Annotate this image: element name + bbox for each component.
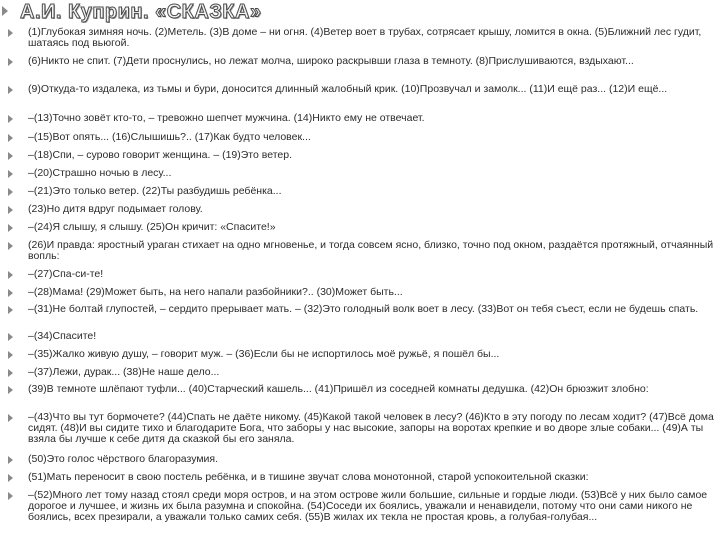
paragraph-text: –(18)Спи, – сурово говорит женщина. – (19)Это ветер. [28, 149, 292, 161]
bullet-arrow-icon [8, 242, 13, 250]
paragraph-text: –(52)Много лет тому назад стоял среди моря остров, и на этом острове жили большие, сильные и гордые люди. (53)Всё у них было самое дорогое и лучшее, и жизнь их была разумна и спокойна. (54)Соседи их боялись, уважали и ненавидели, потому что они сами никого не боялись, всех презирали, а уважали только самих себя. (55)В жилах их текла не простая кровь, а голубая-голубая... [28, 489, 708, 523]
bullet-arrow-icon [8, 351, 13, 359]
bullet-arrow-icon [8, 492, 13, 500]
paragraph-text: –(43)Что вы тут бормочете? (44)Спать не даёте никому. (45)Какой такой человек в лесу? (46)Кто в эту погоду по лесам ходит? (47)Всё дома сидят. (48)И вы сидите тихо и благодарите Бога, что заборы у нас высокие, запоры на воротах крепкие и во дворе злые собаки... (49)А ты взяла бы лучше к себе дитя да сказкой бы его заняла. [28, 411, 714, 445]
paragraph-text: (26)И правда: яростный ураган стихает на одно мгновенье, и тогда совсем ясно, близко, точно под окном, раздаётся протяжный, отчаянный вопль: [28, 239, 714, 262]
paragraph-text: (50)Это голос чёрствого благоразумия. [28, 453, 219, 465]
title-bullet-icon [2, 6, 8, 16]
bullet-arrow-icon [8, 188, 13, 196]
paragraph-text: (9)Откуда-то издалека, из тьмы и бури, доносится длинный жалобный крик. (10)Прозвучал и замолк... (11)И ещё раз... (12)И ещё... [28, 83, 668, 95]
bullet-arrow-icon [8, 206, 13, 214]
paragraph-text: –(34)Спасите! [28, 330, 97, 342]
bullet-arrow-icon [8, 152, 13, 160]
paragraph-text: (39)В темноте шлёпают туфли... (40)Старческий кашель... (41)Пришёл из соседней комнаты дедушка. (42)Он брюзжит злобно: [28, 383, 649, 395]
paragraph-text: –(28)Мама! (29)Может быть, на него напали разбойники?.. (30)Может быть... [28, 286, 403, 298]
bullet-arrow-icon [8, 170, 13, 178]
bullet-arrow-icon [8, 58, 13, 66]
paragraph-text: –(21)Это только ветер. (22)Ты разбудишь ребёнка... [28, 185, 282, 197]
paragraph-text: (23)Но дитя вдруг подымает голову. [28, 203, 203, 215]
bullet-arrow-icon [8, 29, 13, 37]
paragraph-text: –(15)Вот опять... (16)Слышишь?.. (17)Как будто человек... [28, 131, 311, 143]
paragraph-text: –(35)Жалко живую душу, – говорит муж. – (36)Если бы не испортилось моё ружьё, я пошёл бы... [28, 348, 500, 360]
paragraph-text: (1)Глубокая зимняя ночь. (2)Метель. (3)В доме – ни огня. (4)Ветер воет в трубах, сотрясает крышу, ломится в окна. (5)Ближний лес гудит, шатаясь под вьюгой. [28, 26, 702, 49]
bullet-arrow-icon [8, 474, 13, 482]
bullet-arrow-icon [8, 115, 13, 123]
bullet-arrow-icon [8, 456, 13, 464]
bullet-arrow-icon [8, 369, 13, 377]
bullet-arrow-icon [8, 306, 13, 314]
paragraph-text: –(24)Я слышу, я слышу. (25)Он кричит: «Спасите!» [28, 221, 276, 233]
paragraph-text: –(31)Не болтай глупостей, – сердито прерывает мать. – (32)Это голодный волк воет в лесу. (33)Вот он тебя съест, если не будешь спать. [28, 303, 699, 315]
bullet-arrow-icon [8, 86, 13, 94]
paragraph-text: –(27)Спа-си-те! [28, 268, 104, 280]
bullet-arrow-icon [8, 134, 13, 142]
bullet-arrow-icon [8, 271, 13, 279]
paragraph-text: –(20)Страшно ночью в лесу... [28, 167, 172, 179]
bullet-arrow-icon [8, 289, 13, 297]
slide-title: А.И. Куприн. «СКАЗКА» [20, 1, 262, 23]
paragraph-text: –(37)Лежи, дурак... (38)Не наше дело... [28, 366, 220, 378]
bullet-arrow-icon [8, 386, 13, 394]
bullet-arrow-icon [8, 414, 13, 422]
paragraph-text: (51)Мать переносит в свою постель ребёнка, и в тишине звучат слова монотонной, старой успокоительной сказки: [28, 471, 589, 483]
paragraph-text: (6)Никто не спит. (7)Дети проснулись, но лежат молча, широко раскрывши глаза в темноту. (8)Прислушиваются, вздыхают... [28, 55, 634, 67]
bullet-arrow-icon [8, 333, 13, 341]
bullet-arrow-icon [8, 224, 13, 232]
paragraph-text: –(13)Точно зовёт кто-то, – тревожно шепчет мужчина. (14)Никто ему не отвечает. [28, 112, 425, 124]
